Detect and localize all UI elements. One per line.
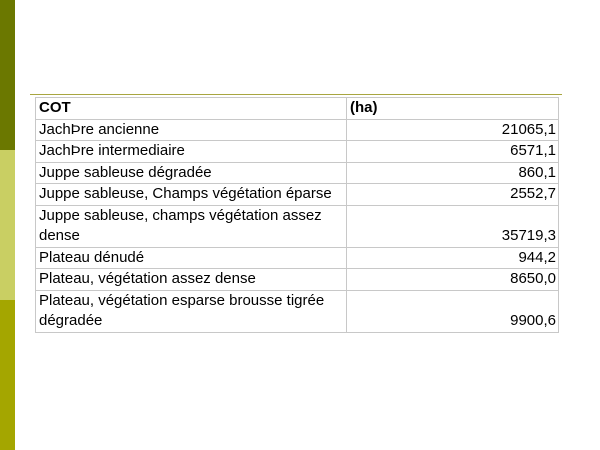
row-label: JachÞre ancienne	[36, 119, 347, 141]
table-row	[36, 205, 559, 247]
row-value: 860,1	[347, 162, 559, 184]
row-value: 6571,1	[347, 141, 559, 163]
title-divider-line	[30, 94, 562, 95]
row-label: Plateau, végétation assez dense	[36, 269, 347, 291]
row-label: Juppe sableuse, Champs végétation éparse	[36, 184, 347, 206]
table-header-row	[36, 98, 559, 120]
table-row	[36, 247, 559, 269]
row-label: Plateau, végétation esparse brousse tigrée dégradée	[36, 290, 347, 332]
row-value: 9900,6	[347, 290, 559, 332]
row-value: 21065,1	[347, 119, 559, 141]
row-value: 8650,0	[347, 269, 559, 291]
land-cover-table	[35, 97, 559, 333]
row-value: 944,2	[347, 247, 559, 269]
column-header-cot: COT	[36, 98, 347, 120]
side-accent-bar-bottom	[0, 300, 15, 450]
table-row	[36, 141, 559, 163]
row-label: Juppe sableuse dégradée	[36, 162, 347, 184]
row-value: 2552,7	[347, 184, 559, 206]
table-row	[36, 119, 559, 141]
table-row	[36, 184, 559, 206]
table-row	[36, 290, 559, 332]
side-accent-bar-top	[0, 0, 15, 150]
row-label: JachÞre intermediaire	[36, 141, 347, 163]
table-row	[36, 162, 559, 184]
row-label: Plateau dénudé	[36, 247, 347, 269]
side-accent-bar-middle	[0, 150, 15, 300]
table-row	[36, 269, 559, 291]
column-header-ha: (ha)	[347, 98, 559, 120]
row-label: Juppe sableuse, champs végétation assez dense	[36, 205, 347, 247]
row-value: 35719,3	[347, 205, 559, 247]
